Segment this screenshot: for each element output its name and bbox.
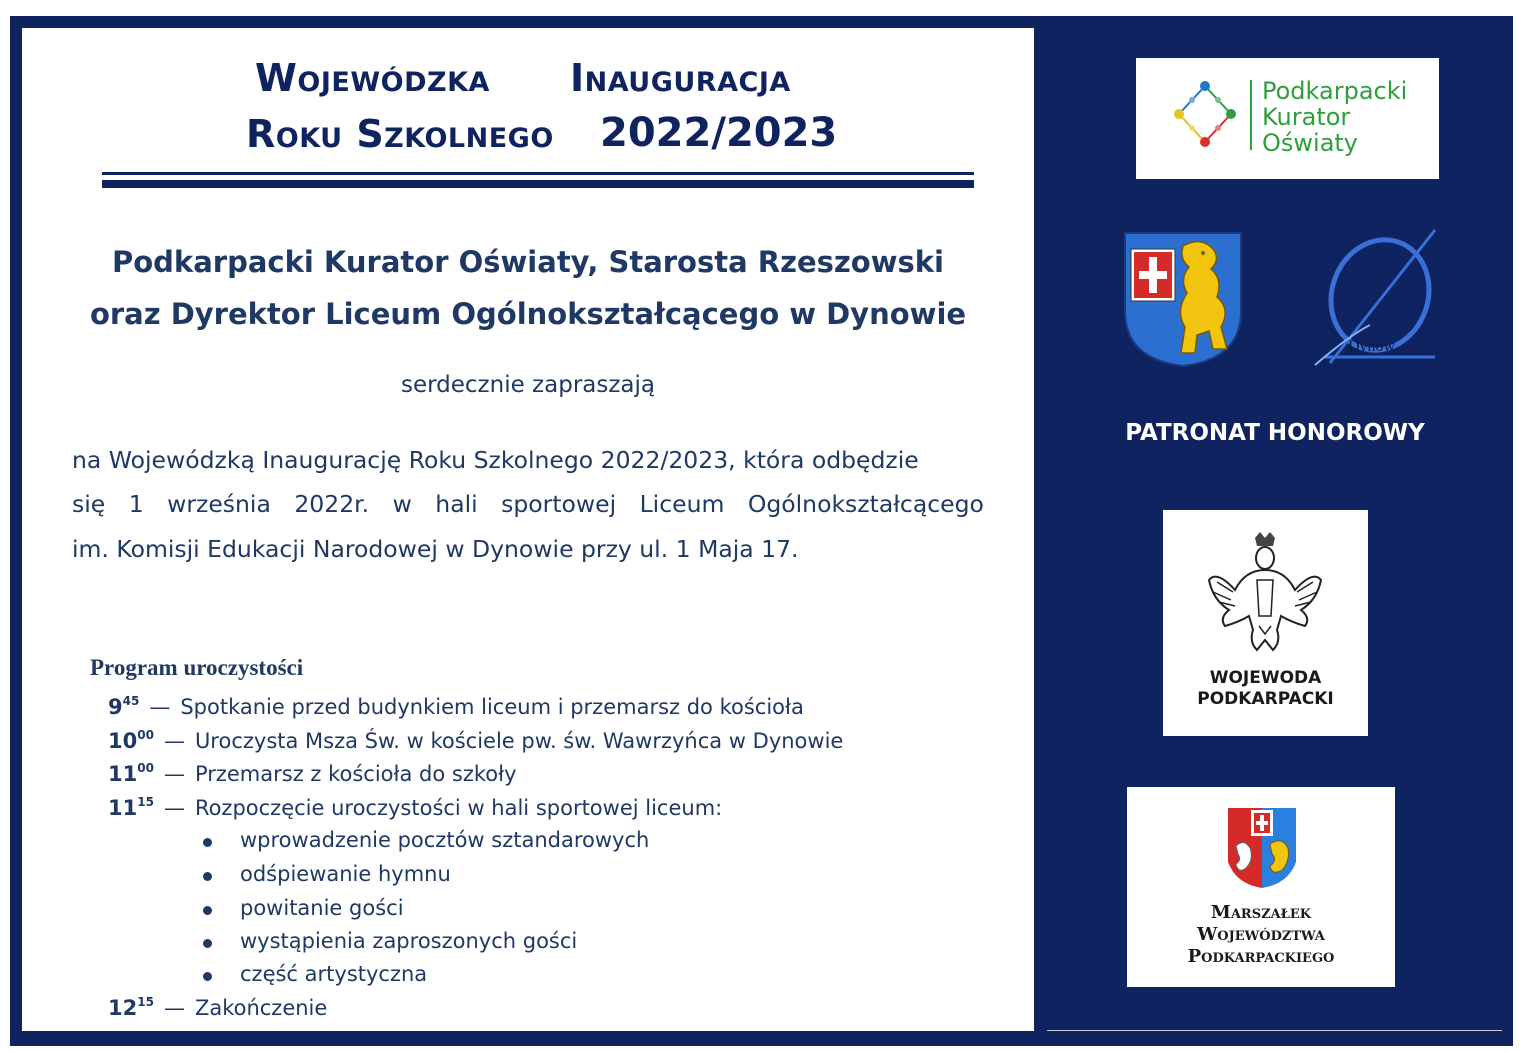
title-line2-right: 2022/2023 [600, 110, 838, 156]
kurator-logo-line: Oświaty [1262, 129, 1359, 157]
program-item [108, 995, 327, 1020]
program-time: $9^{45}$ [108, 694, 140, 719]
program-item [108, 728, 843, 753]
sub-item: odśpiewanie hymnu [240, 862, 451, 886]
bullet-dot [203, 838, 212, 847]
event-paragraph-line3: im. Komisji Edukacji Narodowej w Dynowie przy ul. 1 Maja 17. [72, 535, 799, 563]
bullet-dot [203, 939, 212, 948]
event-paragraph-line2 [72, 489, 984, 519]
coat-of-arms-icon [1123, 231, 1243, 368]
program-text: Spotkanie przed budynkiem liceum i przemarsz do kościoła [180, 695, 804, 719]
program-item [108, 795, 722, 820]
bullet-dot [203, 972, 212, 981]
program-time: $12^{15}$ [108, 995, 154, 1020]
paragraph-word: września [167, 490, 271, 518]
kurator-network-icon [1165, 78, 1245, 150]
wojewoda-label [1163, 668, 1368, 710]
title-rule-thin [102, 172, 974, 175]
wojewoda-label-line: PODKARPACKI [1197, 689, 1334, 709]
paragraph-word: w [392, 490, 412, 518]
event-paragraph-line1: na Wojewódzką Inaugurację Roku Szkolnego 2022/2023, która odbędzie [72, 446, 919, 474]
program-text: Rozpoczęcie uroczystości w hali sportowej liceum: [194, 796, 723, 820]
marszalek-label-line: Marszałek [1210, 902, 1312, 923]
program-text: Przemarsz z kościoła do szkoły [194, 762, 517, 786]
program-time: $11^{00}$ [108, 761, 154, 786]
paragraph-word: hali [435, 490, 478, 518]
kurator-logo-text [1262, 78, 1407, 156]
paragraph-word: 1 [128, 490, 144, 518]
marszalek-label-line: Województwa [1197, 924, 1325, 945]
program-item [108, 694, 804, 719]
marszalek-label-line: Podkarpackiego [1187, 946, 1335, 967]
wojewoda-label-line: WOJEWODA [1209, 668, 1322, 688]
title-line1-left: Wojewódzka [255, 56, 490, 100]
patronat-heading: PATRONAT HONOROWY [1125, 420, 1425, 446]
program-time: $10^{00}$ [108, 728, 154, 753]
invite-text: serdecznie zapraszają [400, 372, 656, 398]
title-line2-left: Roku Szkolnego [246, 112, 554, 156]
organizers-line1: Podkarpacki Kurator Oświaty, Starosta Rzeszowski [112, 245, 944, 279]
sub-item: powitanie gości [240, 896, 404, 920]
program-text: Zakończenie [194, 996, 328, 1020]
dynow-logo-text: Dynow [1348, 338, 1396, 355]
program-dash: — [163, 729, 185, 753]
paragraph-word: Ogólnokształcącego [747, 490, 984, 518]
podkarpackie-coat-of-arms-icon [1226, 806, 1298, 890]
sub-item: wprowadzenie pocztów sztandarowych [240, 828, 650, 852]
paragraph-word: sportowej [501, 490, 617, 518]
paragraph-word: 2022r. [294, 490, 370, 518]
kurator-divider [1250, 80, 1252, 150]
bottom-divider [1047, 1030, 1502, 1031]
sub-item: wystąpienia zaproszonych gości [240, 929, 578, 953]
bullet-dot [203, 872, 212, 881]
program-title: Program uroczystości [90, 655, 304, 680]
paragraph-word: się [72, 490, 106, 518]
invitation-panel [22, 28, 1034, 1031]
kurator-logo-line: Kurator [1262, 103, 1351, 131]
program-item [108, 761, 517, 786]
sub-item: część artystyczna [240, 962, 428, 986]
title-rule-thick [102, 180, 974, 188]
kurator-logo-line: Podkarpacki [1262, 77, 1408, 105]
title-line1-right: Inauguracja [570, 56, 791, 100]
program-time: $11^{15}$ [108, 795, 154, 820]
program-dash: — [149, 695, 171, 719]
program-text: Uroczysta Msza Św. w kościele pw. św. Wawrzyńca w Dynowie [194, 729, 844, 753]
program-dash: — [163, 762, 185, 786]
polish-eagle-icon [1205, 530, 1325, 655]
program-dash: — [163, 796, 185, 820]
marszalek-label [1127, 902, 1395, 968]
program-dash: — [163, 996, 185, 1020]
organizers-line2: oraz Dyrektor Liceum Ogólnokształcącego w Dynowie [89, 297, 967, 331]
paragraph-word: Liceum [639, 490, 725, 518]
bullet-dot [203, 906, 212, 915]
